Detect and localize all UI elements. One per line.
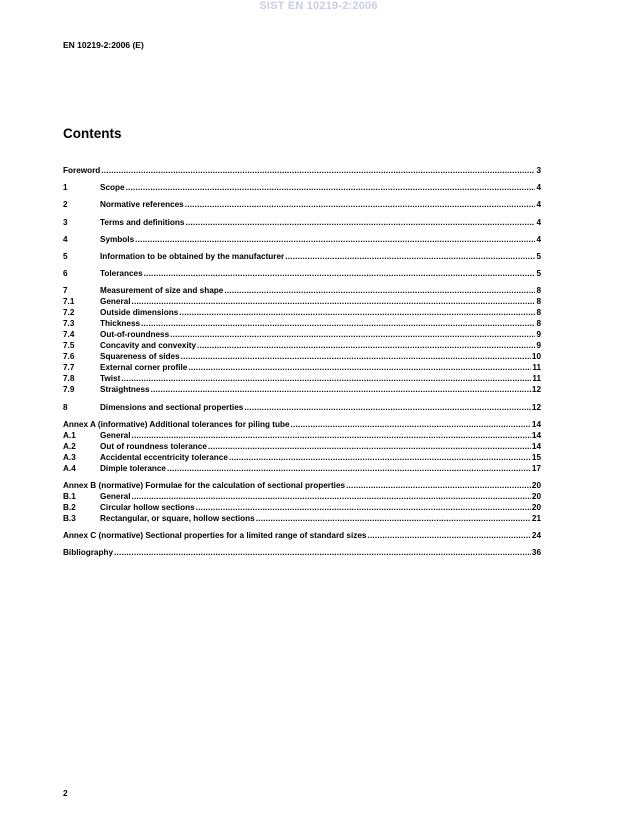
toc-entry[interactable] (63, 340, 541, 351)
toc-leader-dots (196, 502, 531, 513)
toc-entry[interactable] (63, 502, 541, 513)
toc-entry-page: 8 (536, 286, 541, 296)
toc-leader-dots (291, 419, 531, 430)
toc-entry[interactable] (63, 480, 541, 491)
toc-leader-dots (179, 307, 535, 318)
toc-entry-title: Measurement of size and shape (100, 286, 224, 296)
toc-entry-page: 4 (536, 217, 541, 227)
toc-entry-title: General (100, 297, 131, 307)
toc-entry[interactable] (63, 362, 541, 373)
toc-entry[interactable] (63, 491, 541, 502)
toc-leader-dots (126, 182, 536, 193)
toc-entry-number: 7 (63, 286, 68, 296)
toc-entry-number: 5 (63, 251, 68, 261)
toc-entry-title: Rectangular, or square, hollow sections (100, 513, 255, 523)
toc-entry-number: 7.6 (63, 352, 75, 362)
toc-entry-number: 7.5 (63, 341, 75, 351)
toc-leader-dots (101, 165, 535, 176)
toc-entry-title: Annex C (normative) Sectional properties for a limited range of standard sizes (63, 531, 367, 541)
toc-leader-dots (132, 296, 536, 307)
toc-entry[interactable] (63, 452, 541, 463)
toc-entry-page: 4 (536, 183, 541, 193)
toc-leader-dots (132, 491, 531, 502)
toc-entry-page: 5 (536, 251, 541, 261)
toc-entry-number: A.2 (63, 441, 76, 451)
toc-entry-title: Annex A (informative) Additional tolerances for piling tube (63, 419, 290, 429)
toc-entry[interactable] (63, 419, 541, 430)
toc-leader-dots (114, 547, 531, 558)
toc-leader-dots (185, 199, 536, 210)
toc-entry-number: 7.1 (63, 297, 75, 307)
toc-entry[interactable] (63, 217, 541, 228)
toc-entry-title: Circular hollow sections (100, 502, 195, 512)
toc-entry-number: 7.3 (63, 319, 75, 329)
toc-leader-dots (229, 452, 531, 463)
toc-leader-dots (188, 362, 531, 373)
toc-entry-title: Scope (100, 183, 125, 193)
toc-entry-title: Information to be obtained by the manufacturer (100, 251, 285, 261)
toc-entry-title: Out-of-roundness (100, 330, 170, 340)
toc-entry-page: 20 (531, 502, 541, 512)
toc-entry[interactable] (63, 268, 541, 279)
watermark: SIST EN 10219-2:2006 (259, 0, 378, 12)
toc-entry[interactable] (63, 402, 541, 413)
toc-entry-page: 8 (536, 308, 541, 318)
toc-entry-page: 5 (536, 269, 541, 279)
toc-entry-page: 14 (531, 430, 541, 440)
toc-entry-page: 11 (532, 374, 541, 384)
toc-leader-dots (224, 285, 535, 296)
toc-entry-title: Annex B (normative) Formulae for the calculation of sectional properties (63, 480, 346, 490)
toc-entry-page: 17 (531, 463, 541, 473)
toc-entry-title: Thickness (100, 319, 141, 329)
toc-entry[interactable] (63, 547, 541, 558)
toc-entry-number: 1 (63, 183, 68, 193)
toc-entry[interactable] (63, 463, 541, 474)
toc-entry-number: A.3 (63, 452, 76, 462)
toc-entry-page: 4 (536, 200, 541, 210)
toc-entry-number: B.3 (63, 513, 76, 523)
toc-entry-page: 10 (531, 352, 541, 362)
toc-entry-page: 14 (531, 441, 541, 451)
toc-entry-title: Outside dimensions (100, 308, 179, 318)
toc-entry-title: Foreword (63, 166, 101, 175)
toc-leader-dots (256, 513, 531, 524)
toc-entry[interactable] (63, 373, 541, 384)
toc-entry-title: General (100, 430, 131, 440)
toc-entry-title: Squareness of sides (100, 352, 180, 362)
toc-leader-dots (346, 480, 531, 491)
toc-leader-dots (121, 373, 531, 384)
toc-entry-page: 14 (531, 419, 541, 429)
toc-entry-number: 4 (63, 234, 68, 244)
toc-entry[interactable] (63, 307, 541, 318)
toc-leader-dots (144, 268, 536, 279)
toc-entry-title: External corner profile (100, 363, 188, 373)
toc-entry-page: 12 (531, 385, 541, 395)
toc-entry-title: Out of roundness tolerance (100, 441, 207, 451)
toc-leader-dots (197, 340, 535, 351)
toc-entry[interactable] (63, 296, 541, 307)
toc-entry-title: General (100, 491, 131, 501)
toc-entry-number: A.4 (63, 463, 76, 473)
toc-entry-title: Twist (100, 374, 121, 384)
toc-leader-dots (167, 463, 531, 474)
toc-entry[interactable] (63, 530, 541, 541)
toc-entry-title: Dimple tolerance (100, 463, 166, 473)
contents-title: Contents (63, 126, 122, 141)
document-id: EN 10219-2:2006 (E) (63, 40, 144, 50)
toc-entry[interactable] (63, 384, 541, 395)
toc-entry[interactable] (63, 430, 541, 441)
toc-entry-title: Symbols (100, 234, 135, 244)
toc-entry[interactable] (63, 251, 541, 262)
toc-entry-page: 20 (531, 491, 541, 501)
toc-entry[interactable] (63, 165, 541, 176)
toc-entry[interactable] (63, 513, 541, 524)
toc-entry-title: Concavity and convexity (100, 341, 197, 351)
toc-entry-page: 21 (531, 513, 541, 523)
toc-entry-number: B.2 (63, 502, 76, 512)
toc-entry[interactable] (63, 199, 541, 210)
toc-entry[interactable] (63, 285, 541, 296)
toc-entry-number: 7.4 (63, 330, 75, 340)
toc-entry-number: 6 (63, 269, 68, 279)
toc-entry-page: 4 (536, 234, 541, 244)
toc-entry-page: 12 (531, 402, 541, 412)
toc-leader-dots (151, 384, 531, 395)
toc-leader-dots (185, 217, 535, 228)
toc-leader-dots (170, 329, 535, 340)
toc-entry-number: 7.8 (63, 374, 75, 384)
toc-entry[interactable] (63, 351, 541, 362)
table-of-contents (63, 165, 541, 558)
toc-entry-number: 7.9 (63, 385, 75, 395)
toc-entry-page: 9 (536, 330, 541, 340)
toc-entry-number: 3 (63, 217, 68, 227)
toc-entry-number: 2 (63, 200, 68, 210)
toc-entry-title: Accidental eccentricity tolerance (100, 452, 228, 462)
toc-entry-page: 9 (536, 341, 541, 351)
toc-entry-page: 8 (536, 319, 541, 329)
toc-entry[interactable] (63, 234, 541, 245)
toc-entry-number: 8 (63, 402, 68, 412)
toc-entry-title: Terms and definitions (100, 217, 185, 227)
toc-leader-dots (244, 402, 531, 413)
page-number: 2 (63, 788, 68, 798)
toc-entry-number: A.1 (63, 430, 76, 440)
toc-entry-number: 7.2 (63, 308, 75, 318)
toc-entry-number: 7.7 (63, 363, 75, 373)
toc-entry[interactable] (63, 318, 541, 329)
toc-entry-page: 3 (536, 166, 541, 175)
toc-entry-number: B.1 (63, 491, 76, 501)
toc-leader-dots (367, 530, 530, 541)
toc-entry[interactable] (63, 329, 541, 340)
toc-entry-page: 11 (532, 363, 541, 373)
toc-entry-title: Straightness (100, 385, 150, 395)
toc-entry-title: Bibliography (63, 548, 114, 558)
toc-entry-page: 24 (531, 531, 541, 541)
toc-leader-dots (208, 441, 531, 452)
toc-entry-page: 8 (536, 297, 541, 307)
toc-entry-title: Tolerances (100, 269, 143, 279)
toc-leader-dots (132, 430, 531, 441)
toc-entry-title: Normative references (100, 200, 184, 210)
toc-entry-page: 36 (531, 548, 541, 558)
toc-leader-dots (141, 318, 535, 329)
toc-leader-dots (135, 234, 535, 245)
toc-entry[interactable] (63, 441, 541, 452)
toc-leader-dots (181, 351, 531, 362)
toc-entry-title: Dimensions and sectional properties (100, 402, 244, 412)
toc-entry-page: 20 (531, 480, 541, 490)
toc-entry-page: 15 (531, 452, 541, 462)
toc-leader-dots (285, 251, 535, 262)
toc-entry[interactable] (63, 182, 541, 193)
